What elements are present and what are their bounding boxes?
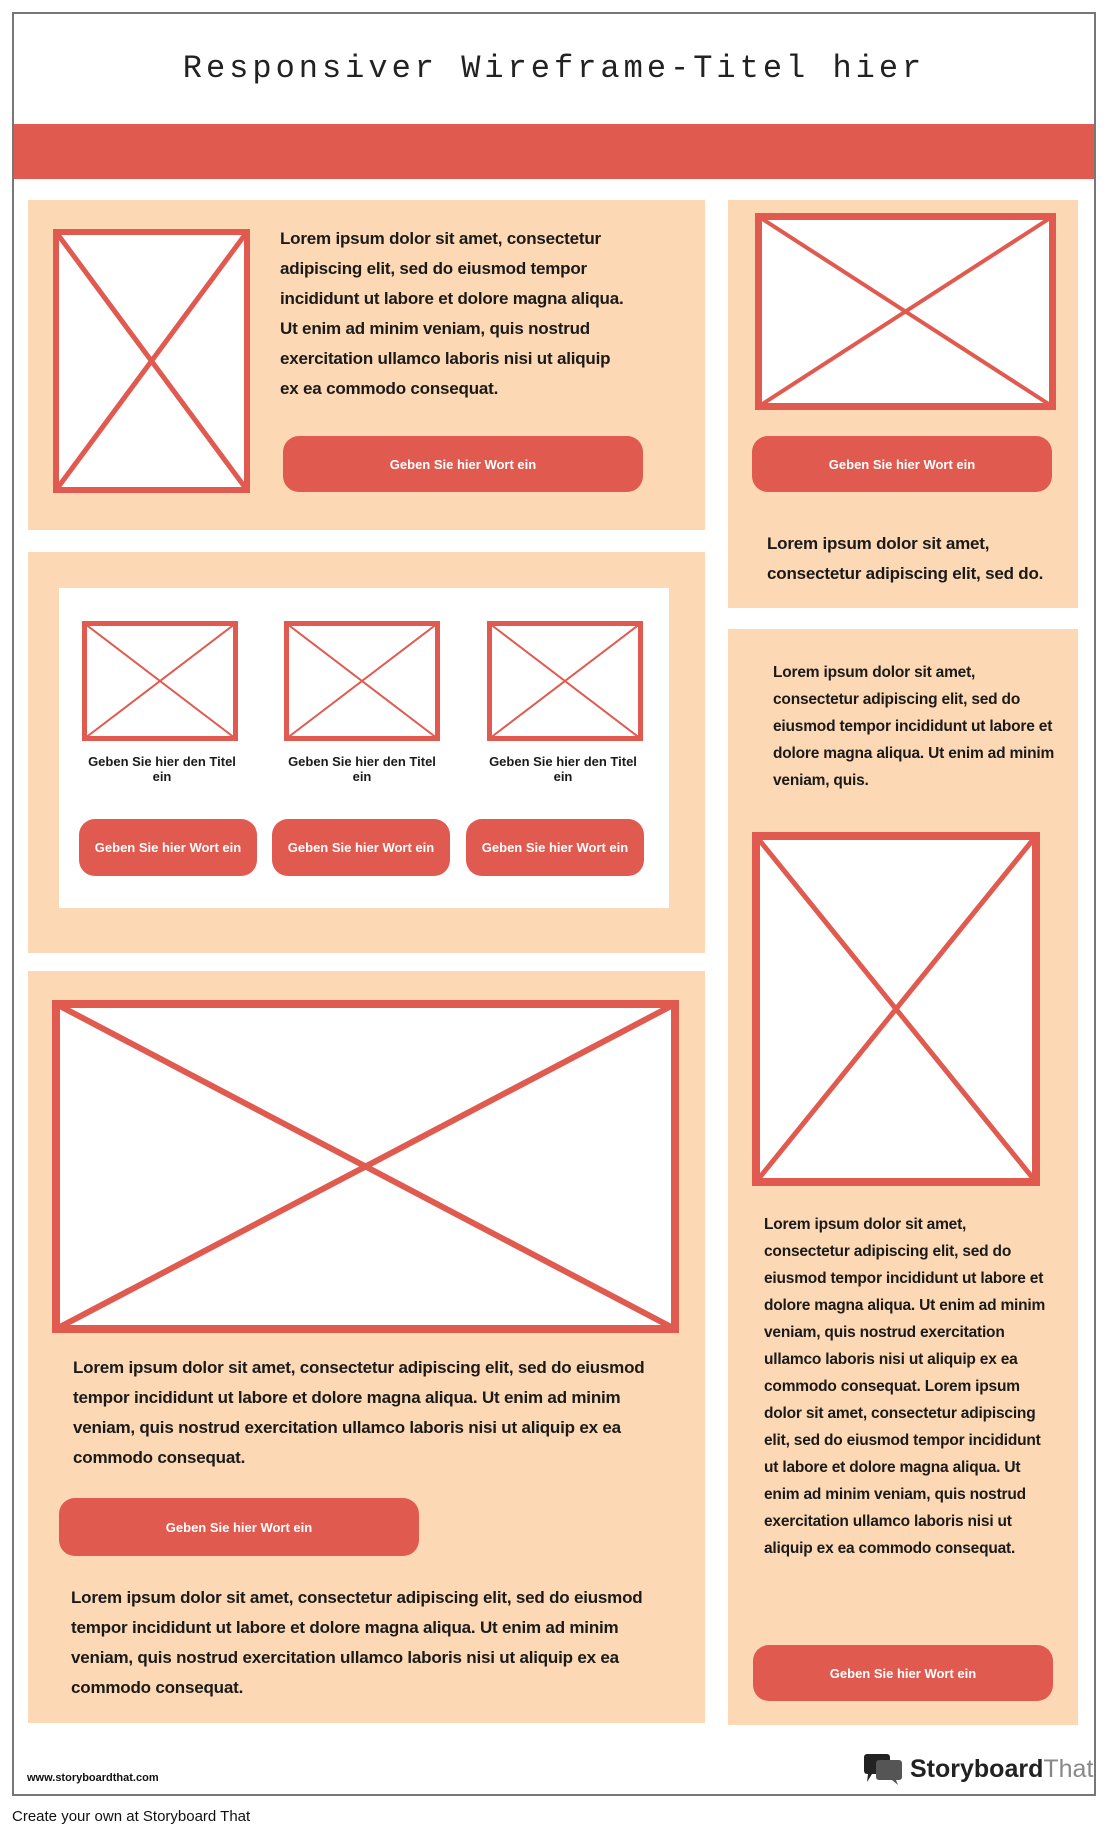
thumbnail-caption: Geben Sie hier den Titel ein [88, 754, 236, 784]
banner-placeholder-icon [52, 1000, 679, 1333]
thumbnail-placeholder-icon [487, 621, 643, 741]
header-band [14, 124, 1094, 179]
section-2-button-2[interactable]: Geben Sie hier Wort ein [272, 819, 450, 876]
thumbnail-placeholder-icon [82, 621, 238, 741]
section-1-button[interactable]: Geben Sie hier Wort ein [283, 436, 643, 492]
image-placeholder-icon [755, 213, 1056, 410]
logo-text-story: Storyboard [910, 1754, 1044, 1783]
footer-url[interactable]: www.storyboardthat.com [27, 1772, 159, 1784]
right-1-button[interactable]: Geben Sie hier Wort ein [752, 436, 1052, 492]
image-placeholder-icon [53, 229, 250, 493]
section-3-text-1: Lorem ipsum dolor sit amet, consectetur adipiscing elit, sed do eiusmod tempor incididunt ut labore et dolore magna aliqua. Ut enim ad minim veniam, quis nostrud exercitation ullamco laboris nisi ut aliquip ex ea commodo consequat. [73, 1358, 645, 1467]
right-1-text: Lorem ipsum dolor sit amet, consectetur adipiscing elit, sed do. [767, 534, 1044, 583]
logo-text [910, 1755, 1093, 1784]
thumbnail-caption: Geben Sie hier den Titel ein [489, 754, 637, 784]
section-2-button-1[interactable]: Geben Sie hier Wort ein [79, 819, 257, 876]
section-3-button[interactable]: Geben Sie hier Wort ein [59, 1498, 419, 1556]
logo-text-that: That [1043, 1754, 1094, 1783]
section-3-text-2: Lorem ipsum dolor sit amet, consectetur adipiscing elit, sed do eiusmod tempor incididunt ut labore et dolore magna aliqua. Ut enim ad minim veniam, quis nostrud exercitation ullamco laboris nisi ut aliquip ex ea commodo consequat. [71, 1588, 643, 1697]
page-title: Responsiver Wireframe-Titel hier [182, 50, 926, 87]
speech-bubble-icon [862, 1752, 904, 1786]
storyboardthat-logo[interactable] [862, 1752, 1093, 1786]
image-placeholder-icon [752, 832, 1040, 1186]
right-2-text-1: Lorem ipsum dolor sit amet, consectetur adipiscing elit, sed do eiusmod tempor incididunt ut labore et dolore magna aliqua. Ut enim ad minim veniam, quis. [773, 664, 1055, 789]
thumbnail-placeholder-icon [284, 621, 440, 741]
right-2-button[interactable]: Geben Sie hier Wort ein [753, 1645, 1053, 1701]
right-2-text-2: Lorem ipsum dolor sit amet, consectetur adipiscing elit, sed do eiusmod tempor incididunt ut labore et dolore magna aliqua. Ut enim ad minim veniam, quis nostrud exercitation ullamco laboris nisi ut aliquip ex ea commodo consequat. Lorem ipsum dolor sit amet, consectetur adipiscing elit, sed do eiusmod tempor incididunt ut labore et dolore magna aliqua. Ut enim ad minim veniam, quis nostrud exercitation ullamco laboris nisi ut aliquip ex ea commodo consequat. [764, 1216, 1046, 1557]
create-your-own-link[interactable]: Create your own at Storyboard That [12, 1808, 251, 1825]
thumbnail-caption: Geben Sie hier den Titel ein [288, 754, 436, 784]
section-1-text: Lorem ipsum dolor sit amet, consectetur adipiscing elit, sed do eiusmod tempor incididunt ut labore et dolore magna aliqua. Ut enim ad minim veniam, quis nostrud exercitation ullamco laboris nisi ut aliquip ex ea commodo consequat. [280, 229, 624, 398]
section-2-button-3[interactable]: Geben Sie hier Wort ein [466, 819, 644, 876]
